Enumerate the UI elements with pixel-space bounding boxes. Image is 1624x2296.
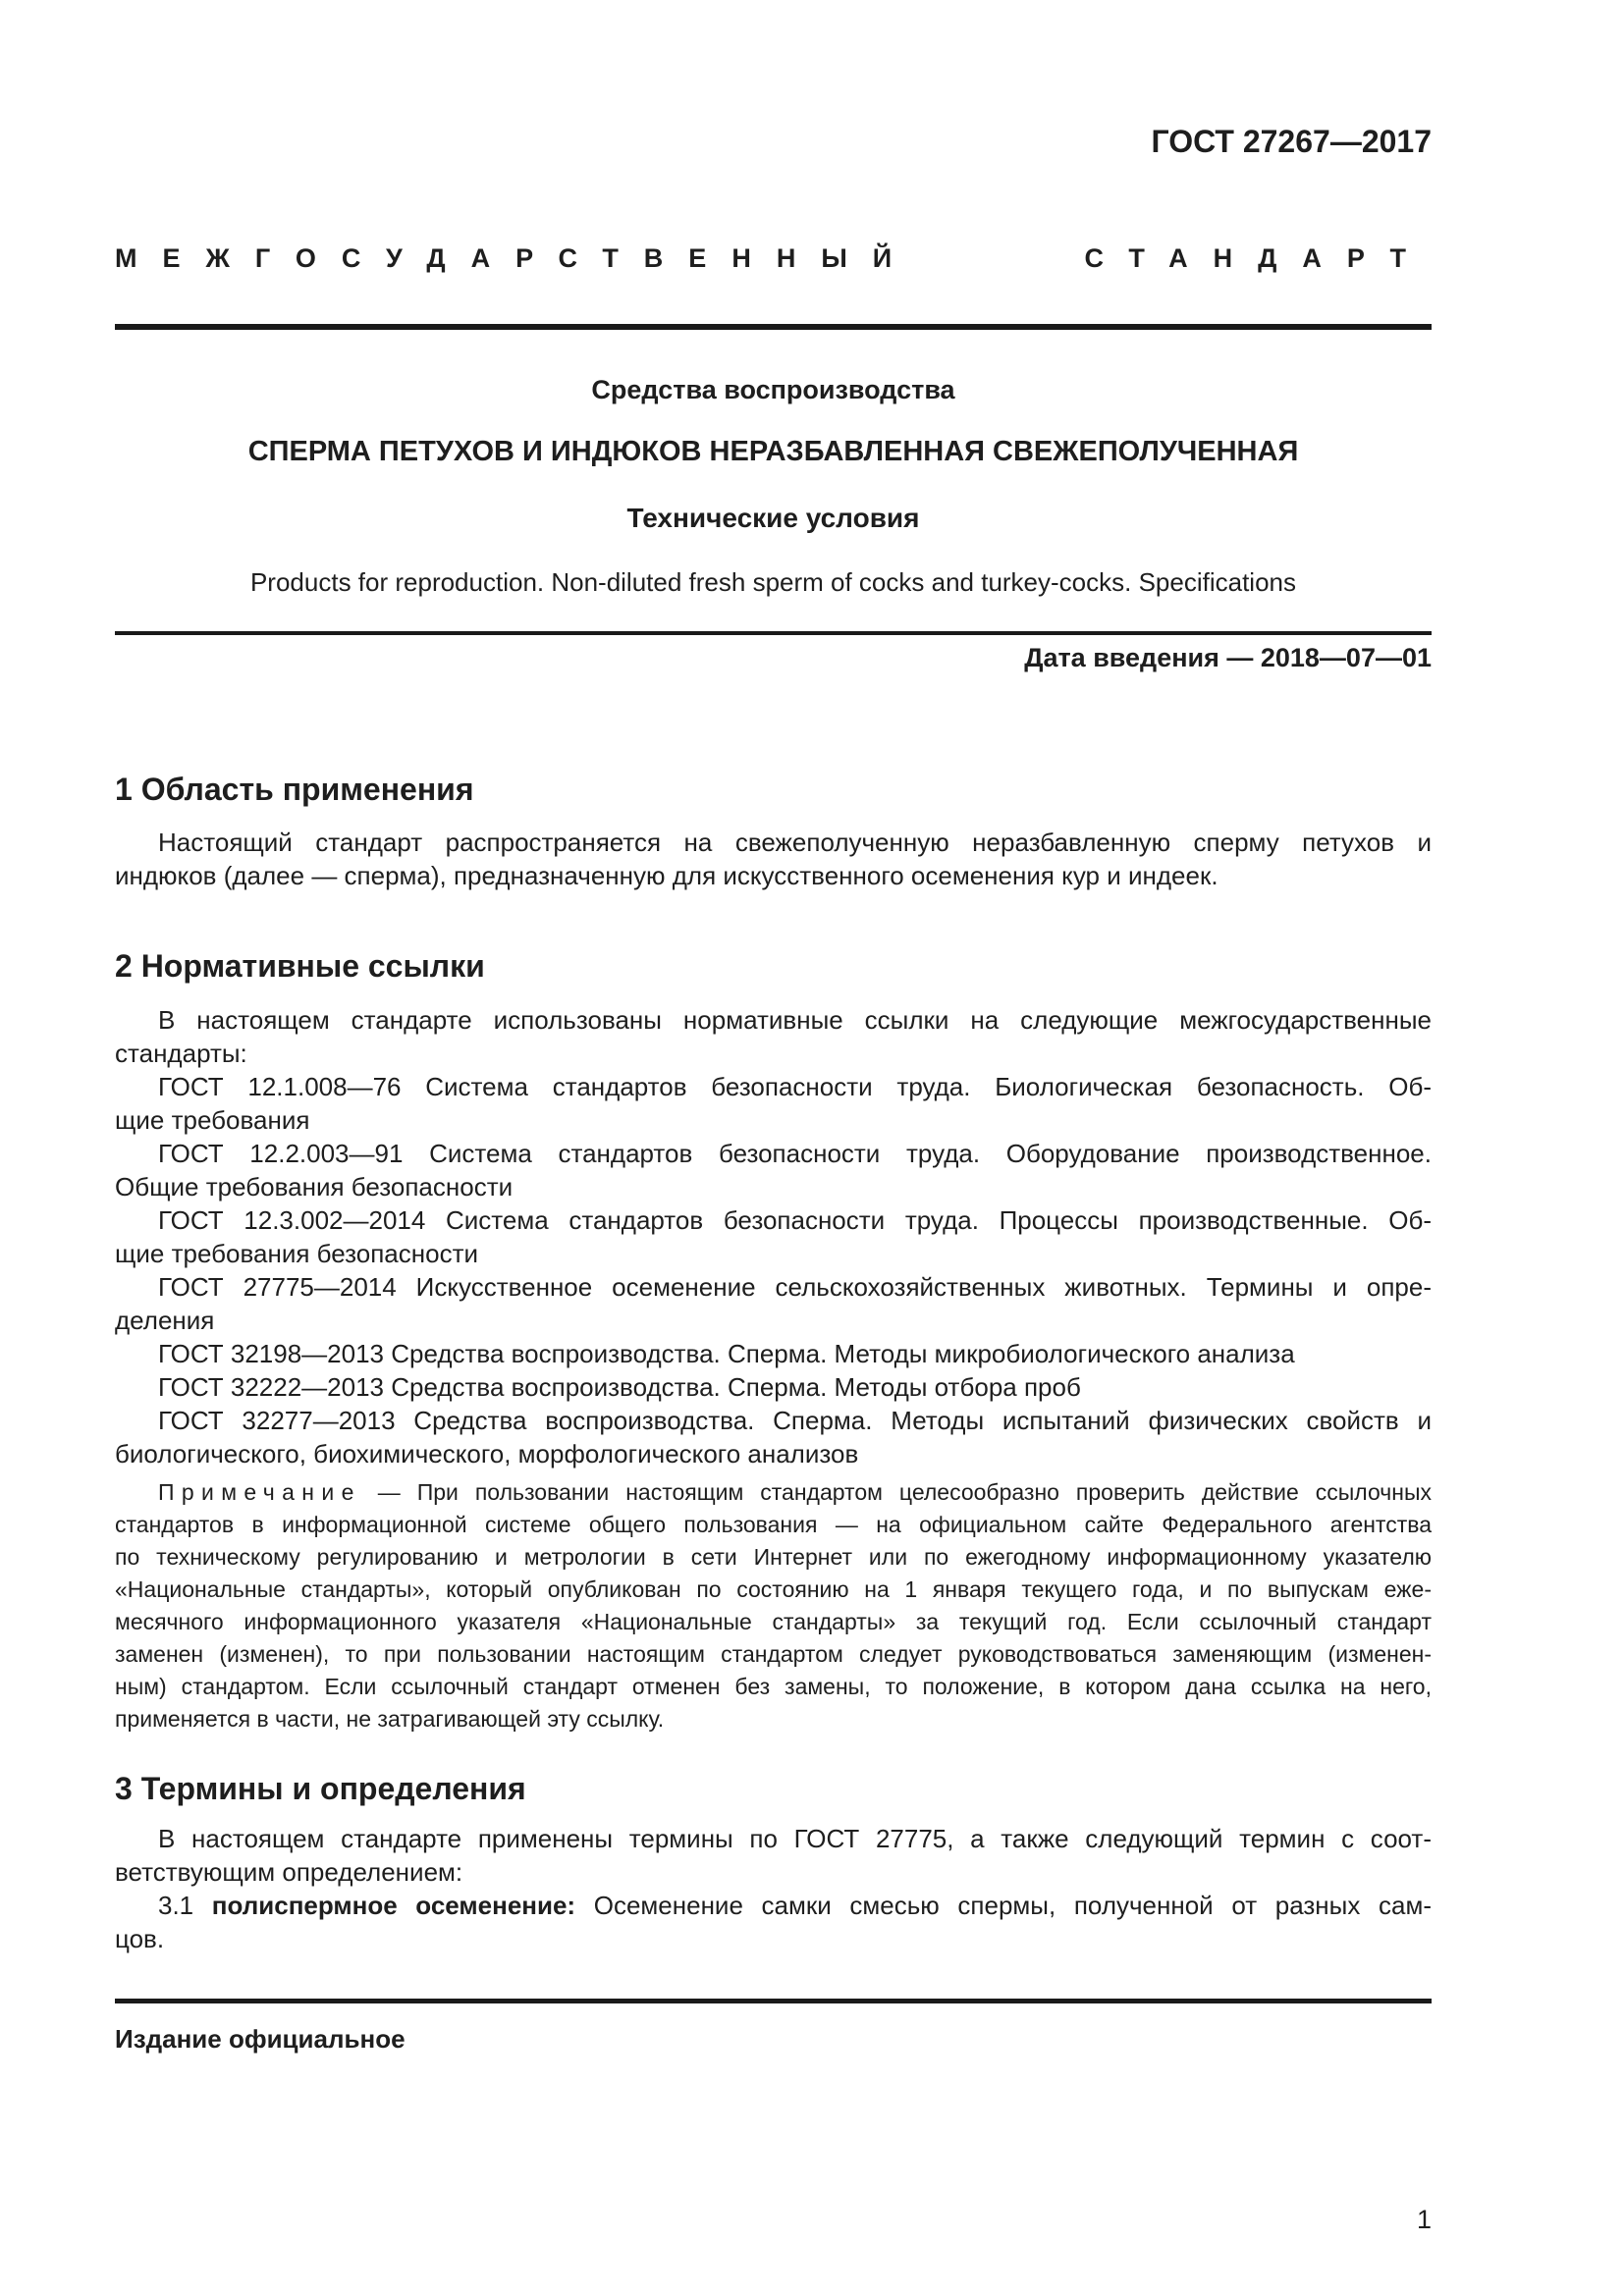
term-number: 3.1 bbox=[158, 1891, 194, 1920]
gost-reference-32222: ГОСТ 32222—2013 Средства воспроизводства. Сперма. Методы отбора проб bbox=[158, 1372, 1081, 1402]
date-rule bbox=[115, 631, 1432, 635]
section-3-body bbox=[115, 1822, 1432, 1955]
doc-number: ГОСТ 27267—2017 bbox=[1151, 124, 1432, 159]
gost-reference-12-1-008: ГОСТ 12.1.008—76 Система стандартов безопасности труда. Биологическая безопасность. Об- щие требования bbox=[115, 1072, 1432, 1135]
official-edition-label: Издание официальное bbox=[115, 2024, 406, 2054]
term-definition bbox=[115, 1889, 1432, 1955]
note-first-line bbox=[115, 1476, 1432, 1509]
note-label: Примечание bbox=[158, 1479, 361, 1505]
header-rule bbox=[115, 324, 1432, 330]
section-1-paragraph: Настоящий стандарт распространяется на свежеполученную неразбавленную сперму петухов и индюков (далее — сперма), предназначенную для искусственного осеменения кур и индеек. bbox=[115, 828, 1432, 890]
note-block bbox=[115, 1476, 1432, 1735]
page-number: 1 bbox=[1416, 2205, 1432, 2234]
term-definition-text: Осеменение самки смесью спермы, полученной от разных сам- bbox=[593, 1891, 1432, 1920]
normative-intro-paragraph: В настоящем стандарте использованы нормативные ссылки на следующие межгосударственные стандарты: bbox=[115, 1005, 1432, 1068]
gost-reference-12-3-002: ГОСТ 12.3.002—2014 Система стандартов безопасности труда. Процессы производственные. Об- щие требования безопасности bbox=[115, 1205, 1432, 1268]
effective-date: Дата введения — 2018—07—01 bbox=[1024, 643, 1432, 672]
gost-reference-32198: ГОСТ 32198—2013 Средства воспроизводства. Сперма. Методы микробиологического анализа bbox=[158, 1339, 1295, 1368]
page-content bbox=[115, 0, 1432, 2296]
gost-reference-32277: ГОСТ 32277—2013 Средства воспроизводства. Сперма. Методы испытаний физических свойств и биологического, биохимического, морфологического анализов bbox=[115, 1406, 1432, 1468]
note-first-line-text: — При пользовании настоящим стандартом целесообразно проверить действие ссылочных bbox=[377, 1479, 1432, 1505]
gost-reference-12-2-003: ГОСТ 12.2.003—91 Система стандартов безопасности труда. Оборудование производственное. Общие требования безопасности bbox=[115, 1139, 1432, 1201]
term-definition-line-2: цов. bbox=[115, 1924, 165, 1953]
terms-intro-paragraph: В настоящем стандарте применены термины по ГОСТ 27775, а также следующий термин с соот- ветствующим определением: bbox=[115, 1824, 1432, 1887]
term-name: полиспермное осеменение: bbox=[211, 1891, 576, 1920]
footer-rule bbox=[115, 1999, 1432, 2003]
gost-reference-27775: ГОСТ 27775—2014 Искусственное осеменение сельскохозяйственных животных. Термины и опре- деления bbox=[115, 1272, 1432, 1335]
title-main: СПЕРМА ПЕТУХОВ И ИНДЮКОВ НЕРАЗБАВЛЕННАЯ СВЕЖЕПОЛУЧЕННАЯ bbox=[247, 436, 1299, 467]
section-1-heading: 1 Область применения bbox=[115, 772, 474, 807]
title-group: Средства воспроизводства bbox=[591, 375, 955, 404]
title-english: Products for reproduction. Non-diluted fresh sperm of cocks and turkey-cocks. Specifications bbox=[249, 567, 1297, 597]
section-2-body bbox=[115, 1003, 1432, 1470]
section-2-heading: 2 Нормативные ссылки bbox=[115, 948, 485, 984]
term-definition-line-1 bbox=[115, 1889, 1432, 1922]
section-3-heading: 3 Термины и определения bbox=[115, 1771, 526, 1806]
standard-type-label: МЕЖГОСУДАРСТВЕННЫЙ СТАНДАРТ bbox=[115, 243, 1432, 273]
title-subtitle: Технические условия bbox=[626, 503, 920, 533]
note-continuation-lines: стандартов в информационной системе общего пользования — на официальном сайте Федерального агентства по техническому регулированию и метрологии в сети Интернет или по ежегодному информационному указателю «Национальные стандарты», который опубликован по состоянию на 1 января текущего года, и по выпускам еже- месячного информационного указателя «Национальные стандарты» за текущий год. Если ссылочный стандарт заменен (изменен), то при пользовании настоящим стандартом следует руководствоваться заменяющим (изменен- ным) стандартом. Если ссылочный стандарт отменен без замены, то положение, в котором дана ссылка на него, применяется в части, не затрагивающей эту ссылку. bbox=[115, 1512, 1432, 1732]
